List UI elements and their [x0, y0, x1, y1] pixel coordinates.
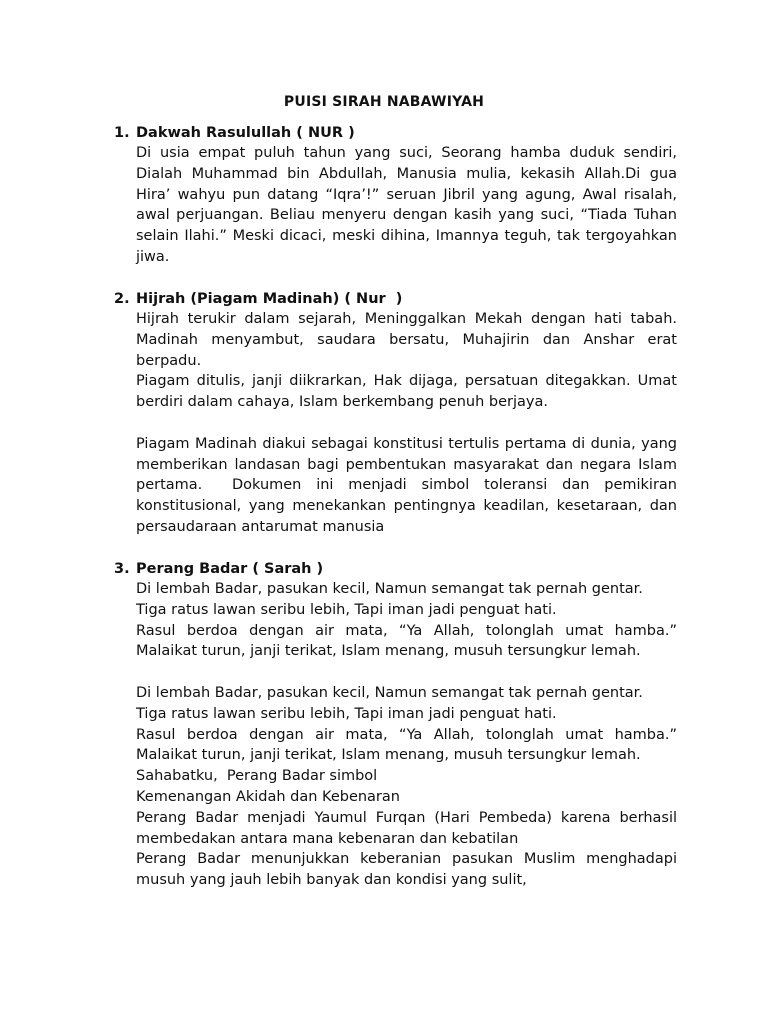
- section-hijrah: [114, 289, 682, 538]
- section-body: [136, 579, 677, 891]
- section-heading: [114, 289, 677, 309]
- section-heading: [114, 559, 677, 579]
- section-title: Hijrah (Piagam Madinah) ( Nur ): [136, 291, 403, 307]
- paragraph: Di usia empat puluh tahun yang suci, Seorang hamba duduk sendiri, Dialah Muhammad bin Abdullah, Manusia mulia, kekasih Allah.Di gua Hira’ wahyu pun datang “Iqra’!” seruan Jibril yang agung, Awal risalah, awal perjuangan. Beliau menyeru dengan kasih yang suci, “Tiada Tuhan selain Ilahi.” Meski dicaci, meski dihina, Imannya teguh, tak tergoyahkan jiwa.: [136, 145, 677, 265]
- document-title: PUISI SIRAH NABAWIYAH: [283, 94, 485, 110]
- section-badar: [114, 559, 677, 891]
- section-number: 3.: [114, 561, 130, 577]
- paragraph: Sahabatku, Perang Badar simbol: [136, 768, 378, 785]
- paragraph: Di lembah Badar, pasukan kecil, Namun semangat tak pernah gentar.: [136, 581, 643, 597]
- paragraph: Perang Badar menunjukkan keberanian pasukan Muslim menghadapi musuh yang jauh lebih banyak dan kondisi yang sulit,: [136, 851, 677, 889]
- section-body: [136, 309, 682, 538]
- paragraph: Di lembah Badar, pasukan kecil, Namun semangat tak pernah gentar.: [136, 684, 643, 701]
- section-title: Perang Badar ( Sarah ): [136, 561, 324, 577]
- paragraph: Piagam Madinah diakui sebagai konstitusi tertulis pertama di dunia, yang memberikan landasan bagi pembentukan masyarakat dan negara Islam pertama. Dokumen ini menjadi simbol toleransi dan pemikiran konstitusional, yang menekankan pentingnya keadilan, kesetaraan, dan persaudaraan antarumat manusia: [136, 435, 682, 535]
- section-title: Dakwah Rasulullah ( NUR ): [136, 125, 355, 141]
- section-body: [136, 143, 677, 268]
- section-number: 2.: [114, 291, 130, 307]
- paragraph: Rasul berdoa dengan air mata, “Ya Allah, tolonglah umat hamba.” Malaikat turun, janji terikat, Islam menang, musuh tersungkur lemah.: [136, 622, 677, 660]
- paragraph: Perang Badar menjadi Yaumul Furqan (Hari Pembeda) karena berhasil membedakan antara mana kebenaran dan kebatilan: [136, 809, 677, 847]
- section-heading: [114, 123, 677, 143]
- section-number: 1.: [114, 125, 130, 141]
- paragraph: Tiga ratus lawan seribu lebih, Tapi iman jadi penguat hati.: [136, 705, 557, 722]
- paragraph: Hijrah terukir dalam sejarah, Meninggalkan Mekah dengan hati tabah. Madinah menyambut, saudara bersatu, Muhajirin dan Anshar erat berpadu.: [136, 311, 677, 369]
- paragraph: Tiga ratus lawan seribu lebih, Tapi iman jadi penguat hati.: [136, 601, 557, 618]
- section-dakwah: [114, 123, 677, 268]
- paragraph: Piagam ditulis, janji diikrarkan, Hak dijaga, persatuan ditegakkan. Umat berdiri dalam cahaya, Islam berkembang penuh berjaya.: [136, 373, 677, 411]
- paragraph-spacer: [136, 413, 677, 434]
- paragraph: Kemenangan Akidah dan Kebenaran: [136, 788, 400, 805]
- paragraph: Rasul berdoa dengan air mata, “Ya Allah, tolonglah umat hamba.” Malaikat turun, janji terikat, Islam menang, musuh tersungkur lemah.: [136, 726, 677, 764]
- paragraph-spacer: [136, 662, 677, 683]
